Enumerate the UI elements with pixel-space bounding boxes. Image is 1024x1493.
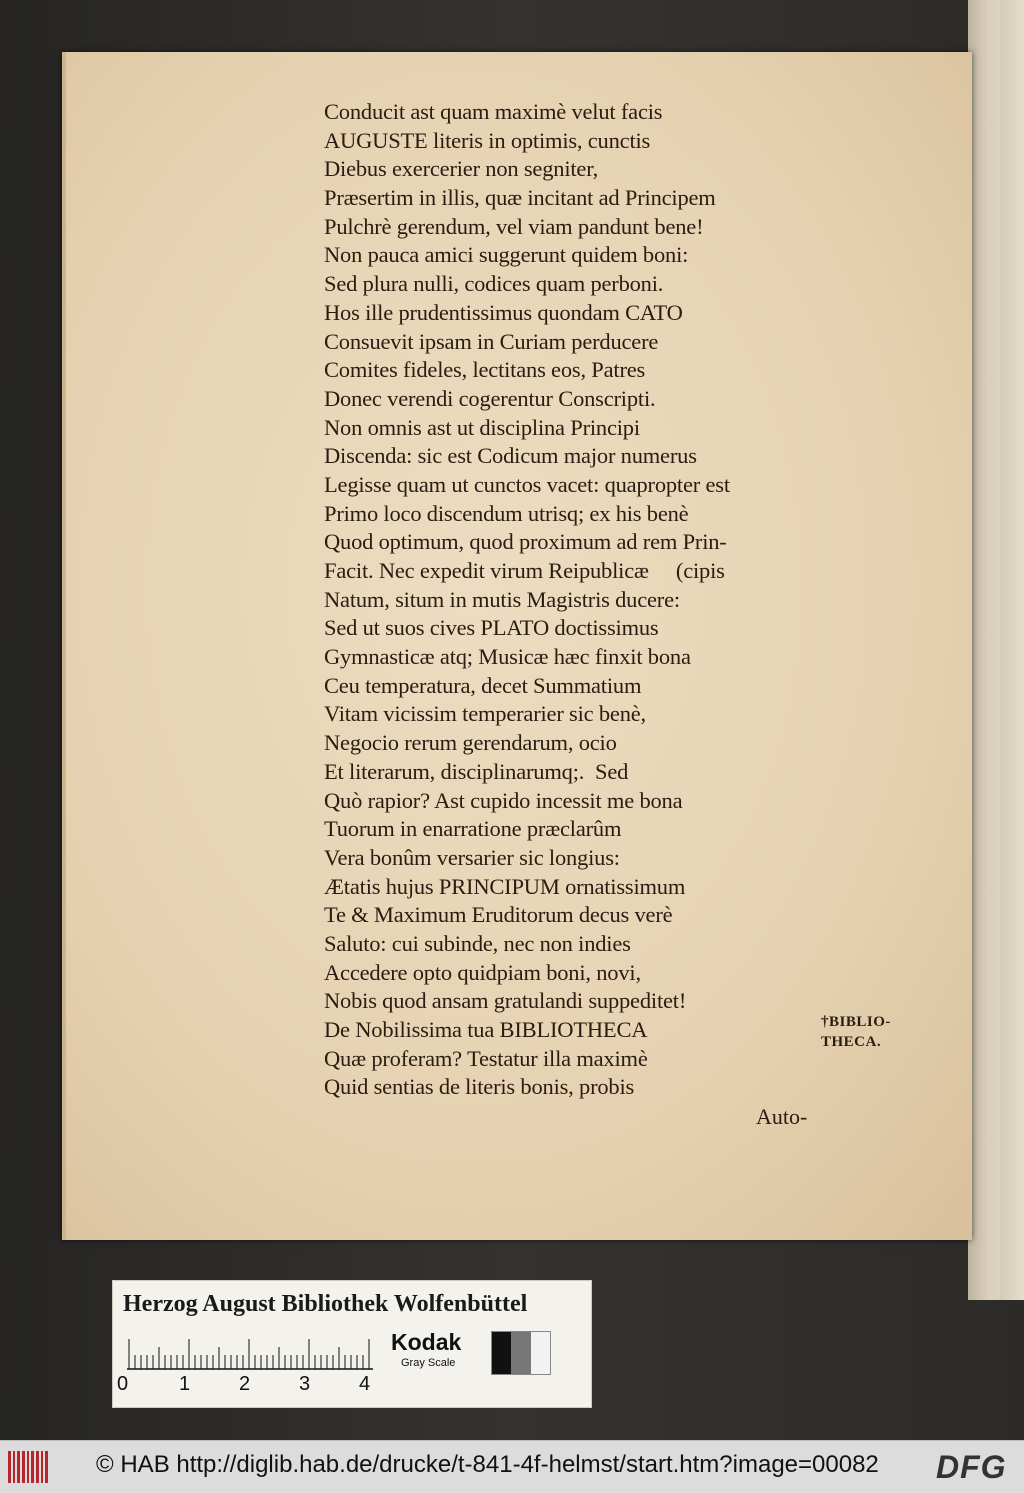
verse-line: Præsertim in illis, quæ incitant ad Principem [324,185,716,211]
ruler-number: 2 [239,1373,251,1395]
marginal-note-line-1: †BIBLIO- [821,1014,891,1030]
verse-line: Negocio rerum gerendarum, ocio [324,730,617,756]
verse-line: Tuorum in enarratione præclarûm [324,816,622,842]
verse-line: Non omnis ast ut disciplina Principi [324,414,640,440]
verse-line: Vera bonûm versarier sic longius: [324,844,620,870]
verse-line: Primo loco discendum utrisq; ex his benè [324,500,689,526]
verse-line: Legisse quam ut cunctos vacet: quapropter est [324,471,730,497]
page-edge-strip [1000,0,1024,1300]
footer-copyright-url[interactable]: © HAB http://diglib.hab.de/drucke/t-841-4f-helmst/start.htm?image=00082 [96,1451,879,1478]
verse-text-block [324,98,884,1102]
verse-line: Saluto: cui subinde, nec non indies [324,930,631,956]
ruler-scale-icon [123,1331,383,1371]
verse-line: Consuevit ipsam in Curiam perducere [324,328,659,354]
verse-line: Gymnasticæ atq; Musicæ hæc finxit bona [324,644,691,670]
ruler-number: 3 [299,1373,311,1395]
ruler-number: 0 [117,1373,129,1395]
ruler-number: 4 [359,1373,371,1395]
ruler-number: 1 [179,1373,191,1395]
footer-bar [0,1440,1024,1493]
verse-line: De Nobilissima tua BIBLIOTHECA [324,1017,648,1042]
verse-line: Diebus exercerier non segniter, [324,156,599,182]
gray-scale-swatch [491,1331,551,1375]
verse-line: AUGUSTE literis in optimis, cunctis [324,127,651,153]
verse-line: Quò rapior? Ast cupido incessit me bona [324,787,683,813]
gray-swatch-black [492,1332,511,1374]
verse-line: Quod optimum, quod proximum ad rem Prin- [324,529,727,555]
verse-line: Donec verendi cogerentur Conscripti. [324,385,656,411]
book-page [62,52,972,1240]
verse-line: Natum, situm in mutis Magistris ducere: [324,586,680,612]
hab-barcode-icon [8,1451,48,1483]
verse-line: Te & Maximum Eruditorum decus verè [324,902,673,928]
verse-line: Facit. Nec expedit virum Reipublicæ (cipis [324,558,725,583]
verse-line: Comites fideles, lectitans eos, Patres [324,357,646,383]
verse-line: Sed plura nulli, codices quam perboni. [324,271,664,297]
library-name: Herzog August Bibliothek Wolfenbüttel [123,1291,528,1317]
verse-line: Ceu temperatura, decet Summatium [324,672,642,698]
gray-swatch-mid [511,1332,530,1374]
verse-line: Pulchrè gerendum, vel viam pandunt bene! [324,213,704,239]
marginal-note [821,1012,891,1052]
verse-line: Discenda: sic est Codicum major numerus [324,443,697,469]
verse-line: Non pauca amici suggerunt quidem boni: [324,242,689,268]
library-color-label [112,1280,592,1408]
verse-line: Quæ proferam? Testatur illa maximè [324,1045,648,1071]
verse-line: Accedere opto quidpiam boni, novi, [324,959,641,985]
verse-line: Sed ut suos cives PLATO doctissimus [324,615,659,641]
verse-line: Ætatis hujus PRINCIPUM ornatissimum [324,873,686,899]
catchword: Auto- [756,1104,808,1129]
verse-line: Vitam vicissim temperarier sic benè, [324,701,646,727]
verse-line: Conducit ast quam maximè velut facis [324,99,663,124]
verse-line: Quid sentias de literis bonis, probis [324,1074,635,1100]
kodak-subtitle: Gray Scale [401,1357,456,1369]
kodak-brand: Kodak [391,1329,462,1355]
verse-line: Hos ille prudentissimus quondam CATO [324,299,683,325]
verse-line: Nobis quod ansam gratulandi suppeditet! [324,988,687,1014]
gray-swatch-white [531,1332,550,1374]
verse-line: Et literarum, disciplinarumq;. Sed [324,758,629,784]
marginal-note-line-2: THECA. [821,1034,882,1050]
dfg-logo: DFG [936,1449,1007,1485]
